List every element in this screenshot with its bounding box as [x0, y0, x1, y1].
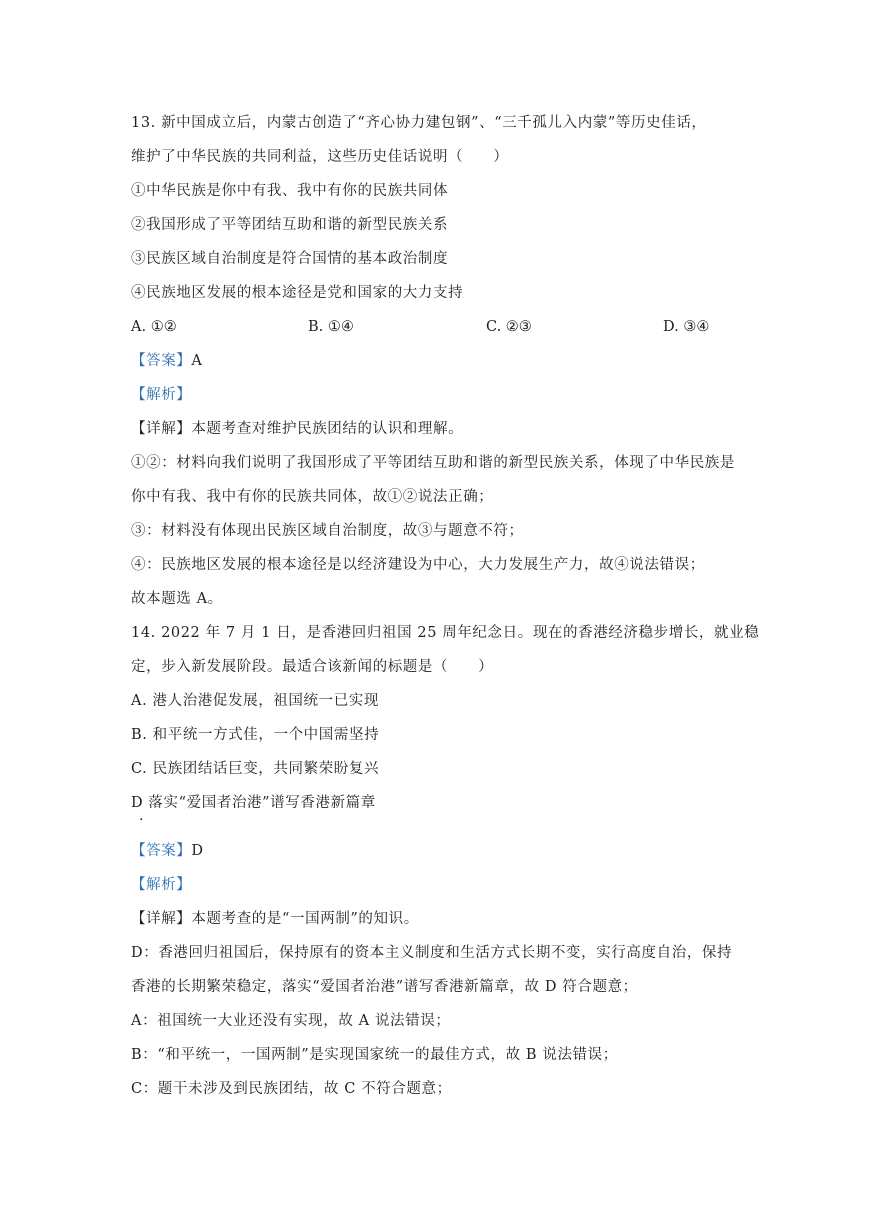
q13-explain-4: ④：民族地区发展的根本途径是以经济建设为中心，大力发展生产力，故④说法错误；	[131, 557, 705, 573]
q14-option-d: D 落实“爱国者治港”谱写香港新篇章	[131, 795, 376, 811]
q14-stem-line1: 14. 2022 年 7 月 1 日，是香港回归祖国 25 周年纪念日。现在的香港经济稳步增长，就业稳	[131, 625, 760, 641]
q13-answer	[131, 351, 202, 371]
q13-option-d: D. ③④	[663, 319, 710, 335]
q13-option-c: C. ②③	[486, 319, 532, 335]
q13-option-b: B. ①④	[308, 319, 354, 335]
q14-explain-3: A：祖国统一大业还没有实现，故 A 说法错误；	[131, 1013, 451, 1029]
q13-explain-1: ①②：材料向我们说明了我国形成了平等团结互助和谐的新型民族关系，体现了中华民族是	[131, 455, 735, 471]
q13-statement-2: ②我国形成了平等团结互助和谐的新型民族关系	[131, 217, 449, 233]
answer-tag: 【答案】	[131, 353, 192, 369]
q13-analysis-tag: 【解析】	[131, 387, 192, 403]
q14-explain-1: D：香港回归祖国后，保持原有的资本主义制度和生活方式长期不变，实行高度自治，保持	[131, 945, 733, 961]
q14-stem-line2: 定，步入新发展阶段。最适合该新闻的标题是（ ）	[131, 659, 494, 675]
q14-answer	[131, 841, 204, 861]
q13-detail	[131, 419, 463, 439]
detail-tag: 【详解】	[131, 421, 192, 437]
q14-detail	[131, 909, 419, 929]
answer-value: D	[191, 843, 204, 859]
detail-text: 本题考查对维护民族团结的认识和理解。	[191, 421, 464, 437]
q13-statement-3: ③民族区域自治制度是符合国情的基本政治制度	[131, 251, 449, 267]
detail-tag: 【详解】	[131, 911, 192, 927]
q13-stem-line1: 13. 新中国成立后，内蒙古创造了“齐心协力建包钢”、“三千孤儿入内蒙”等历史佳话，	[131, 115, 707, 131]
q13-stem-line2: 维护了中华民族的共同利益，这些历史佳话说明（ ）	[131, 149, 509, 165]
q13-statement-4: ④民族地区发展的根本途径是党和国家的大力支持	[131, 285, 464, 301]
q14-explain-5: C：题干未涉及到民族团结，故 C 不符合题意；	[131, 1081, 452, 1097]
q13-statement-1: ①中华民族是你中有我、我中有你的民族共同体	[131, 183, 449, 199]
q14-option-a: A. 港人治港促发展，祖国统一已实现	[131, 693, 379, 709]
q14-analysis-tag: 【解析】	[131, 877, 192, 893]
q14-explain-2: 香港的长期繁荣稳定，落实“爱国者治港”谱写香港新篇章，故 D 符合题意；	[131, 979, 638, 995]
q13-explain-2: 你中有我、我中有你的民族共同体，故①②说法正确；	[131, 489, 494, 505]
q14-option-b: B. 和平统一方式佳，一个中国需坚持	[131, 727, 380, 743]
q13-explain-5: 故本题选 A。	[131, 591, 223, 607]
answer-value: A	[191, 353, 203, 369]
q13-explain-3: ③：材料没有体现出民族区域自治制度，故③与题意不符；	[131, 523, 524, 539]
q14-explain-4: B：“和平统一，一国两制”是实现国家统一的最佳方式，故 B 说法错误；	[131, 1047, 618, 1063]
detail-text: 本题考查的是“一国两制”的知识。	[191, 911, 419, 927]
q14-option-c: C. 民族团结话巨变，共同繁荣盼复兴	[131, 761, 380, 777]
q13-option-a: A. ①②	[131, 319, 177, 335]
answer-tag: 【答案】	[131, 843, 192, 859]
stray-mark: .	[139, 808, 144, 824]
